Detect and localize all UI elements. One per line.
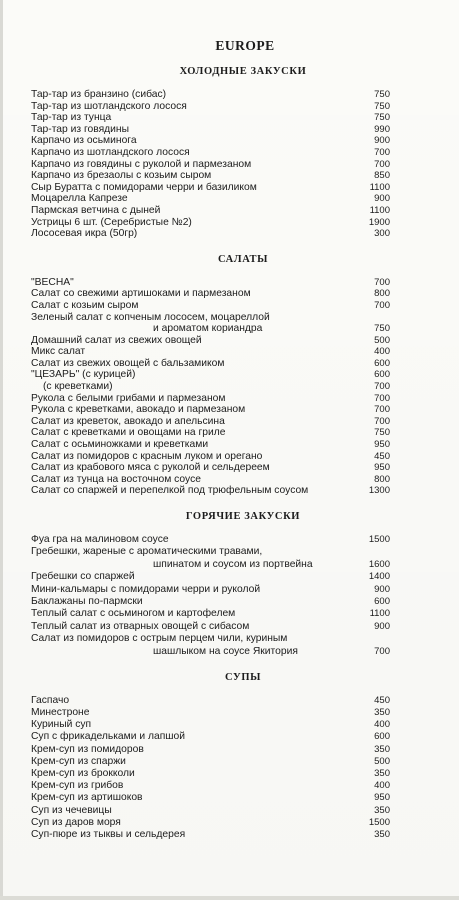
menu-item bbox=[31, 427, 449, 439]
menu-item-name: Крем-суп из грибов bbox=[31, 780, 124, 792]
menu-item-price: 950 bbox=[374, 462, 390, 474]
menu-item bbox=[31, 89, 449, 101]
menu-item-name: Устрицы 6 шт. (Серебристые №2) bbox=[31, 216, 192, 228]
menu-item-price: 700 bbox=[374, 381, 390, 393]
menu-item-price: 350 bbox=[374, 768, 390, 780]
menu-item-name: Тар-тар из тунца bbox=[31, 112, 112, 124]
menu-item-name: Салат со свежими артишоками и пармезаном bbox=[31, 288, 251, 300]
menu-item-price: 700 bbox=[374, 404, 390, 416]
menu-item-name: Крем-суп из спаржи bbox=[31, 755, 126, 767]
menu-item-price: 600 bbox=[374, 369, 390, 381]
menu-item-name: Домашний салат из свежих овощей bbox=[31, 334, 202, 346]
menu-item bbox=[31, 404, 449, 416]
menu-item bbox=[31, 608, 449, 620]
menu-item-name: Гребешки, жареные с ароматическими травами, bbox=[31, 546, 263, 558]
menu-item bbox=[31, 170, 449, 182]
menu-item-price: 400 bbox=[374, 780, 390, 792]
menu-item bbox=[31, 288, 449, 300]
menu-item bbox=[31, 135, 449, 147]
menu-item-name: Куриный суп bbox=[31, 719, 92, 731]
menu-item-name: Баклажаны по-пармски bbox=[31, 595, 143, 607]
menu-item-price: 1500 bbox=[368, 534, 390, 545]
menu-item-name: Гаспачо bbox=[31, 694, 70, 706]
menu-item-name: "ВЕСНА" bbox=[31, 276, 74, 288]
menu-item bbox=[31, 346, 449, 358]
menu-item-name: Тар-тар из говядины bbox=[31, 123, 129, 135]
menu-item bbox=[31, 369, 449, 381]
menu-item-price: 600 bbox=[374, 731, 390, 743]
menu-item-price: 750 bbox=[374, 112, 390, 124]
menu-item-price: 990 bbox=[374, 123, 390, 135]
menu-item bbox=[31, 381, 449, 393]
menu-item-name: Пармская ветчина с дыней bbox=[31, 204, 161, 216]
menu-list-soups bbox=[31, 695, 449, 841]
menu-item-price: 700 bbox=[374, 158, 390, 170]
menu-item-name: Салат с козьим сыром bbox=[31, 299, 139, 311]
menu-item-name: Салат из креветок, авокадо и апельсина bbox=[31, 415, 225, 427]
menu-item-price: 1300 bbox=[368, 485, 390, 497]
menu-item-name: Суп с фрикадельками и лапшой bbox=[31, 731, 186, 743]
menu-item bbox=[31, 312, 449, 324]
menu-item bbox=[31, 584, 449, 596]
menu-item-name: Карпачо из шотландского лосося bbox=[31, 146, 190, 158]
section-title-soups: СУПЫ bbox=[224, 671, 262, 683]
menu-item-price: 900 bbox=[374, 583, 390, 595]
menu-item-name: Гребешки со спаржей bbox=[31, 571, 135, 583]
menu-item-price: 950 bbox=[374, 792, 390, 804]
menu-item bbox=[31, 182, 449, 194]
menu-item-name: Крем-суп из артишоков bbox=[31, 792, 143, 804]
menu-item-name: Салат из помидоров с красным луком и орегано bbox=[31, 450, 263, 462]
menu-item-price: 600 bbox=[374, 595, 390, 607]
menu-item-name: шпинатом и соусом из портвейна bbox=[153, 558, 313, 570]
menu-item bbox=[31, 416, 449, 428]
menu-item bbox=[31, 621, 449, 633]
menu-item-name: Салат из тунца на восточном соусе bbox=[31, 473, 201, 485]
menu-item bbox=[31, 335, 449, 347]
menu-item bbox=[31, 439, 449, 451]
menu-item-price: 900 bbox=[374, 193, 390, 205]
menu-item-name: "ЦЕЗАРЬ" (с курицей) bbox=[31, 369, 136, 381]
menu-item-name: (с креветками) bbox=[43, 381, 113, 393]
menu-item-name: Суп-пюре из тыквы и сельдерея bbox=[31, 828, 186, 840]
menu-item-name: Карпачо из говядины с руколой и пармезаном bbox=[31, 158, 252, 170]
menu-item-price: 750 bbox=[374, 100, 390, 112]
menu-item-name: Зеленый салат с копченым лососем, моцареллой bbox=[31, 311, 270, 323]
menu-item bbox=[31, 217, 449, 229]
menu-item-name: Теплый салат из отварных овощей с сибасом bbox=[31, 620, 250, 632]
menu-item-name: Рукола с белыми грибами и пармезаном bbox=[31, 392, 226, 404]
menu-item-name: Карпачо из брезаолы с козьим сыром bbox=[31, 170, 212, 182]
menu-item bbox=[31, 792, 449, 804]
menu-item-name: Крем-суп из помидоров bbox=[31, 743, 144, 755]
section-salads bbox=[31, 254, 449, 497]
menu-item bbox=[31, 707, 449, 719]
menu-item-price: 900 bbox=[374, 620, 390, 632]
menu-item-price: 450 bbox=[374, 450, 390, 462]
menu-item-price: 700 bbox=[374, 645, 390, 657]
menu-item-price: 1500 bbox=[368, 816, 390, 828]
menu-item-name: Суп из чечевицы bbox=[31, 804, 112, 816]
menu-item bbox=[31, 756, 449, 768]
menu-item bbox=[31, 300, 449, 312]
section-soups bbox=[31, 672, 449, 841]
menu-item-name: Тар-тар из бранзино (сибас) bbox=[31, 89, 167, 100]
menu-item bbox=[31, 323, 449, 335]
menu-item-price: 700 bbox=[374, 299, 390, 311]
menu-list-cold-starters bbox=[31, 89, 449, 240]
menu-item-price: 1100 bbox=[369, 608, 390, 620]
menu-item-price: 1600 bbox=[368, 558, 390, 570]
menu-item-name: Карпачо из осьминога bbox=[31, 135, 137, 147]
menu-item-price: 750 bbox=[374, 89, 390, 100]
menu-item bbox=[31, 147, 449, 159]
menu-item-price: 1400 bbox=[368, 571, 390, 583]
menu-item-price: 850 bbox=[374, 170, 390, 182]
menu-item-price: 600 bbox=[374, 357, 390, 369]
menu-item bbox=[31, 768, 449, 780]
menu-item-name: Салат из свежих овощей с бальзамиком bbox=[31, 357, 225, 369]
menu-item-price: 500 bbox=[374, 334, 390, 346]
menu-item-name: Фуа гра на малиновом соусе bbox=[31, 534, 169, 545]
menu-item-price: 350 bbox=[374, 707, 390, 719]
menu-item bbox=[31, 829, 449, 841]
menu-item bbox=[31, 633, 449, 645]
menu-item bbox=[31, 474, 449, 486]
menu-item-price: 450 bbox=[374, 694, 390, 706]
menu-item-name: Лососевая икра (50гр) bbox=[31, 228, 138, 240]
menu-item-price: 400 bbox=[374, 346, 390, 358]
menu-item-price: 1900 bbox=[368, 216, 390, 228]
menu-item-price: 800 bbox=[374, 288, 390, 300]
menu-item bbox=[31, 719, 449, 731]
menu-item-price: 350 bbox=[374, 743, 390, 755]
menu-list-hot-starters bbox=[31, 534, 449, 658]
menu-item-price: 700 bbox=[374, 146, 390, 158]
menu-item bbox=[31, 731, 449, 743]
section-title-salads: САЛАТЫ bbox=[217, 253, 269, 265]
section-title-cold-starters: ХОЛОДНЫЕ ЗАКУСКИ bbox=[179, 66, 307, 77]
menu-item-price: 950 bbox=[374, 439, 390, 451]
menu-item-price: 750 bbox=[374, 427, 390, 439]
menu-item bbox=[31, 646, 449, 658]
menu-item bbox=[31, 744, 449, 756]
section-cold-starters bbox=[31, 66, 449, 240]
menu-item bbox=[31, 101, 449, 113]
menu-item bbox=[31, 534, 449, 546]
menu-item bbox=[31, 546, 449, 558]
menu-item-price: 700 bbox=[374, 276, 390, 288]
menu-item bbox=[31, 393, 449, 405]
menu-item-name: Рукола с креветками, авокадо и пармезаном bbox=[31, 404, 246, 416]
menu-item-price: 350 bbox=[374, 828, 390, 840]
menu-item-price: 1100 bbox=[369, 204, 390, 216]
menu-item bbox=[31, 205, 449, 217]
menu-item bbox=[31, 571, 449, 583]
menu-item bbox=[31, 559, 449, 571]
section-title-hot-starters: ГОРЯЧИЕ ЗАКУСКИ bbox=[185, 511, 301, 522]
menu-item-price: 1100 bbox=[369, 181, 390, 193]
menu-item bbox=[31, 124, 449, 136]
menu-item bbox=[31, 596, 449, 608]
menu-item bbox=[31, 805, 449, 817]
menu-item-price: 300 bbox=[374, 228, 390, 240]
menu-item-price: 750 bbox=[374, 323, 390, 335]
menu-list-salads bbox=[31, 277, 449, 497]
menu-item-name: Салат из помидоров с острым перцем чили, куриным bbox=[31, 633, 288, 645]
menu-item bbox=[31, 159, 449, 171]
menu-item-name: Теплый салат с осьминогом и картофелем bbox=[31, 608, 236, 620]
menu-item bbox=[31, 451, 449, 463]
menu-item-name: Моцарелла Капрезе bbox=[31, 193, 128, 205]
section-hot-starters bbox=[31, 511, 449, 658]
menu-item-price: 500 bbox=[374, 755, 390, 767]
menu-item-price: 900 bbox=[374, 135, 390, 147]
menu-item-name: Салат из крабового мяса с руколой и сельдереем bbox=[31, 462, 270, 474]
menu-item-name: и ароматом кориандра bbox=[153, 323, 263, 335]
menu-item bbox=[31, 695, 449, 707]
menu-item-price: 400 bbox=[374, 719, 390, 731]
menu-item bbox=[31, 358, 449, 370]
menu-item-name: Сыр Буратта с помидорами черри и базиликом bbox=[31, 181, 257, 193]
menu-item-name: Минестроне bbox=[31, 707, 90, 719]
menu-item-name: Салат с креветками и овощами на гриле bbox=[31, 427, 226, 439]
menu-item-price: 700 bbox=[374, 392, 390, 404]
menu-item-price: 800 bbox=[374, 473, 390, 485]
menu-item bbox=[31, 228, 449, 240]
menu-item-name: Микс салат bbox=[31, 346, 86, 358]
menu-item-name: шашлыком на соусе Якитория bbox=[153, 645, 298, 657]
menu-item-price: 350 bbox=[374, 804, 390, 816]
menu-item-name: Суп из даров моря bbox=[31, 816, 121, 828]
menu-item-name: Крем-суп из брокколи bbox=[31, 768, 135, 780]
menu-item bbox=[31, 780, 449, 792]
menu-item-name: Салат с осьминожками и креветками bbox=[31, 439, 209, 451]
menu-item bbox=[31, 485, 449, 497]
menu-item bbox=[31, 112, 449, 124]
menu-item-name: Салат со спаржей и перепелкой под трюфельным соусом bbox=[31, 485, 309, 497]
menu-item bbox=[31, 462, 449, 474]
restaurant-title: EUROPE bbox=[215, 38, 275, 53]
menu-item-name: Мини-кальмары с помидорами черри и руколой bbox=[31, 583, 261, 595]
menu-item bbox=[31, 193, 449, 205]
menu-item-price: 700 bbox=[374, 415, 390, 427]
menu-item bbox=[31, 817, 449, 829]
menu-item bbox=[31, 277, 449, 289]
menu-item-name: Тар-тар из шотландского лосося bbox=[31, 100, 187, 112]
